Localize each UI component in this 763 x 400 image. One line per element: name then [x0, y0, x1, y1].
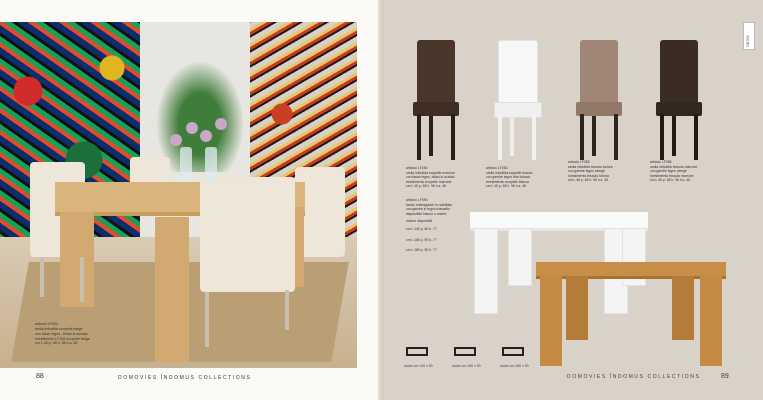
chair-leg — [498, 114, 502, 160]
table-size-icon — [406, 347, 428, 356]
caption-line: rivestimento LF263 ecopelle beige — [35, 336, 90, 341]
chair-lf263 — [492, 40, 542, 160]
chair-leg — [614, 114, 618, 160]
table-caption-lf090 — [406, 198, 468, 253]
product-caption-lf263 — [486, 166, 556, 189]
table-leg — [474, 228, 498, 314]
palm-plant — [150, 52, 250, 172]
chair-lf286 — [654, 40, 704, 160]
allium-flower — [170, 134, 182, 146]
chair-leg — [592, 116, 596, 156]
caption-line: cm L 45 p. 48 h. 96 h.s. 48 — [35, 341, 78, 346]
table-size-icon — [454, 347, 476, 356]
photo-caption — [35, 322, 125, 346]
caption-line: sedia imbottita ecopelle beige — [35, 326, 83, 331]
oak-table — [536, 262, 726, 366]
table-leg — [155, 217, 189, 362]
chair-leg — [451, 114, 455, 160]
chair-leg — [205, 292, 209, 347]
caption-line: cm L 180 p. 90 h. 77 — [406, 248, 437, 253]
dining-room-photo — [0, 22, 357, 368]
product-caption-lf254 — [406, 166, 476, 189]
page-number-left: 88 — [36, 373, 44, 380]
caption-line: cm L 46 p. 48 h. 96 h.s. 48 — [568, 178, 609, 183]
chair-back — [498, 40, 538, 110]
table-size-icon — [502, 347, 524, 356]
chair-leg — [510, 116, 514, 156]
chair-leg — [672, 116, 676, 156]
chair-leg — [580, 114, 584, 160]
table-leg — [60, 212, 94, 307]
caption-line: articolo LF254 — [406, 166, 428, 170]
brand-footer-left: DOMOVIES ÎNDOMUS COLLECTIONS — [118, 375, 252, 381]
table-leg — [672, 276, 694, 340]
size-label: tavolo cm 160 x 90 — [452, 364, 481, 368]
caption-line: cm L 45 p. 48 h. 96 h.s. 48 — [486, 184, 527, 189]
product-caption-lf285 — [568, 160, 638, 183]
caption-line: tavolo rettangolare in nobilitato — [406, 202, 453, 207]
caption-line: articolo LF285 — [568, 160, 590, 164]
caption-line: rivestimento ecopelle bianca — [486, 179, 529, 184]
chair-leg — [40, 257, 44, 297]
caption-line: articolo LF090 — [406, 198, 428, 202]
caption-line: con gambe legno wengè — [568, 169, 605, 174]
allium-flower — [200, 130, 212, 142]
caption-line: misure disponibili — [406, 219, 433, 224]
glass-vase — [180, 147, 192, 182]
caption-line: sedia imbottita tessuto marrone — [650, 164, 698, 169]
caption-line: articolo LF263 — [486, 166, 508, 170]
section-tab-label: SEDIE — [745, 34, 750, 47]
size-label: tavolo cm 140 x 80 — [404, 364, 433, 368]
caption-line: cm L 160 p. 90 h. 77 — [406, 237, 437, 242]
caption-line: disponibile bianco o rovere — [406, 211, 447, 216]
chair-leg — [660, 114, 664, 160]
brand-footer-right: DOMOVIES ÎNDOMUS COLLECTIONS — [567, 374, 701, 380]
page-number-right: 89 — [721, 373, 729, 380]
table-top — [536, 262, 726, 279]
size-label: tavolo cm 180 x 90 — [500, 364, 529, 368]
caption-line: sedia imbottita ecopelle bianca — [486, 170, 533, 175]
caption-line: sedia imbottita tessuto tortora — [568, 164, 613, 169]
chair-leg — [417, 114, 421, 160]
chair-back — [580, 40, 618, 108]
caption-line: cm L 140 p. 80 h. 77 — [406, 226, 437, 231]
chair-leg — [694, 114, 698, 160]
chair-leg — [429, 116, 433, 156]
caption-line: con fasce legno. telaio in acciaio — [406, 175, 455, 180]
caption-line: articolo LF286 — [650, 160, 672, 164]
table-leg — [566, 276, 588, 340]
table-leg — [700, 276, 722, 366]
caption-line: cm L 45 p. 48 h. 96 h.s. 48 — [406, 184, 447, 189]
chair-lf254 — [411, 40, 461, 160]
chair-leg — [532, 114, 536, 160]
caption-line: rivestimento ecopelle marrone — [406, 179, 452, 184]
table-leg — [508, 228, 532, 286]
chair-back — [660, 40, 698, 108]
left-page — [0, 0, 381, 400]
caption-line: cm L 46 p. 48 h. 96 h.s. 48 — [650, 178, 691, 183]
caption-line: rivestimento tessuto marrone — [650, 173, 694, 178]
right-page — [384, 0, 763, 400]
allium-flower — [186, 122, 198, 134]
chair-back — [417, 40, 455, 108]
chair-front — [200, 177, 295, 292]
glass-vase — [205, 147, 217, 182]
chair-leg — [80, 257, 84, 302]
caption-line: rivestimento tessuto tortora — [568, 173, 609, 178]
caption-line: articolo LF263 — [35, 322, 58, 326]
caption-line: con gambe in legno massello — [406, 207, 450, 212]
caption-line: con gambe legno tinto bianco — [486, 175, 531, 180]
allium-flower — [215, 118, 227, 130]
section-tab — [743, 22, 755, 50]
chair-leg — [285, 290, 289, 330]
table-leg — [540, 276, 562, 366]
caption-line: con gambe legno wengè — [650, 169, 687, 174]
caption-line: sedia imbottita ecopelle marrone — [406, 170, 456, 175]
product-caption-lf286 — [650, 160, 720, 183]
chair-lf285 — [574, 40, 624, 160]
caption-line: con fasce legno . telaio in acciaio — [35, 331, 88, 336]
